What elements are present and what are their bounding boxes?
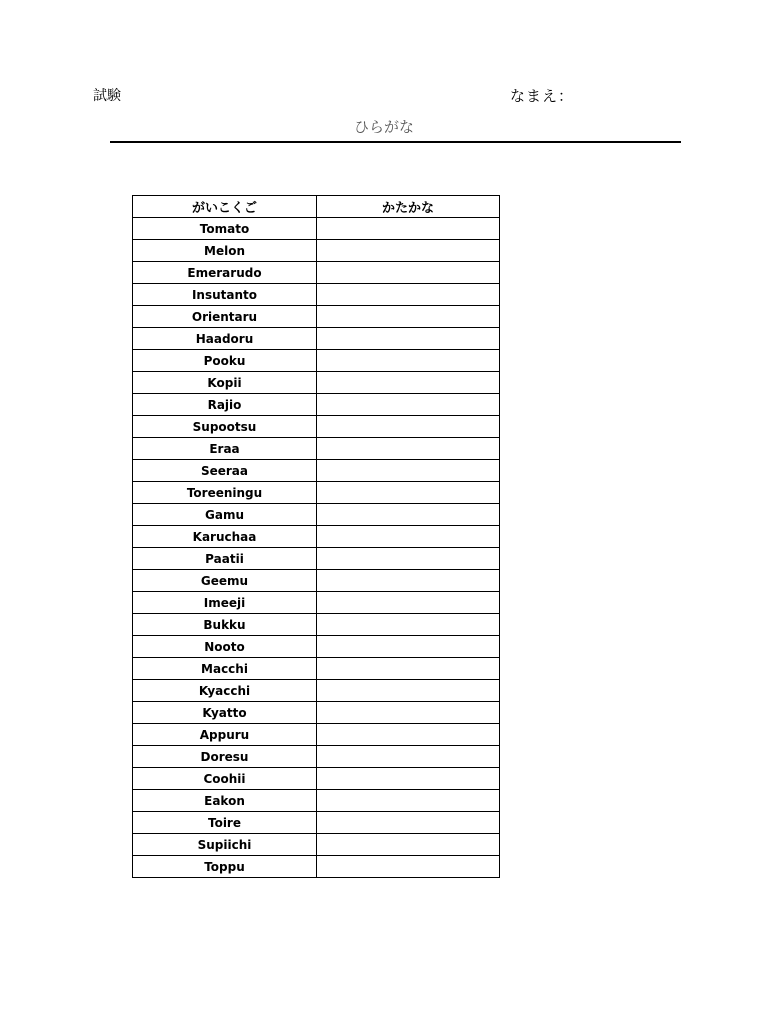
- column-header-foreign-word: がいこくご: [133, 196, 317, 218]
- katakana-answer-cell[interactable]: [317, 746, 500, 768]
- foreign-word-cell: Appuru: [133, 724, 317, 746]
- foreign-word-cell: Paatii: [133, 548, 317, 570]
- foreign-word-cell: Toire: [133, 812, 317, 834]
- foreign-word-cell: Supiichi: [133, 834, 317, 856]
- column-header-katakana: かたかな: [317, 196, 500, 218]
- katakana-answer-cell[interactable]: [317, 284, 500, 306]
- table-row: [133, 746, 500, 768]
- foreign-word-cell: Rajio: [133, 394, 317, 416]
- table-row: [133, 548, 500, 570]
- katakana-answer-cell[interactable]: [317, 240, 500, 262]
- table-row: [133, 262, 500, 284]
- table-row: [133, 614, 500, 636]
- table-row: [133, 768, 500, 790]
- katakana-answer-cell[interactable]: [317, 350, 500, 372]
- table-body: [133, 218, 500, 878]
- name-label: なまえ：: [510, 87, 575, 105]
- table-row: [133, 526, 500, 548]
- katakana-answer-cell[interactable]: [317, 526, 500, 548]
- table-row: [133, 482, 500, 504]
- table-row: [133, 592, 500, 614]
- katakana-answer-cell[interactable]: [317, 504, 500, 526]
- table-row: [133, 702, 500, 724]
- katakana-answer-cell[interactable]: [317, 482, 500, 504]
- table-row: [133, 372, 500, 394]
- katakana-answer-cell[interactable]: [317, 438, 500, 460]
- foreign-word-cell: Pooku: [133, 350, 317, 372]
- table-row: [133, 680, 500, 702]
- table-row: [133, 394, 500, 416]
- foreign-word-cell: Kyacchi: [133, 680, 317, 702]
- table-row: [133, 240, 500, 262]
- foreign-word-cell: Kyatto: [133, 702, 317, 724]
- katakana-answer-cell[interactable]: [317, 768, 500, 790]
- katakana-answer-cell[interactable]: [317, 680, 500, 702]
- table-row: [133, 460, 500, 482]
- foreign-word-cell: Seeraa: [133, 460, 317, 482]
- table-row: [133, 306, 500, 328]
- table-row: [133, 570, 500, 592]
- foreign-word-cell: Insutanto: [133, 284, 317, 306]
- table-row: [133, 328, 500, 350]
- vocabulary-table: [132, 195, 500, 878]
- katakana-answer-cell[interactable]: [317, 702, 500, 724]
- exam-label: 試験: [93, 88, 121, 104]
- table-row: [133, 812, 500, 834]
- foreign-word-cell: Bukku: [133, 614, 317, 636]
- katakana-answer-cell[interactable]: [317, 262, 500, 284]
- table-row: [133, 350, 500, 372]
- table-row: [133, 658, 500, 680]
- katakana-answer-cell[interactable]: [317, 328, 500, 350]
- foreign-word-cell: Tomato: [133, 218, 317, 240]
- katakana-answer-cell[interactable]: [317, 834, 500, 856]
- foreign-word-cell: Melon: [133, 240, 317, 262]
- katakana-answer-cell[interactable]: [317, 460, 500, 482]
- table-row: [133, 284, 500, 306]
- table-row: [133, 218, 500, 240]
- foreign-word-cell: Haadoru: [133, 328, 317, 350]
- katakana-answer-cell[interactable]: [317, 592, 500, 614]
- katakana-answer-cell[interactable]: [317, 614, 500, 636]
- foreign-word-cell: Eakon: [133, 790, 317, 812]
- table-row: [133, 856, 500, 878]
- katakana-answer-cell[interactable]: [317, 636, 500, 658]
- katakana-answer-cell[interactable]: [317, 306, 500, 328]
- katakana-answer-cell[interactable]: [317, 372, 500, 394]
- katakana-answer-cell[interactable]: [317, 724, 500, 746]
- katakana-answer-cell[interactable]: [317, 548, 500, 570]
- katakana-answer-cell[interactable]: [317, 394, 500, 416]
- table-header-row: [133, 196, 500, 218]
- foreign-word-cell: Supootsu: [133, 416, 317, 438]
- foreign-word-cell: Imeeji: [133, 592, 317, 614]
- foreign-word-cell: Kopii: [133, 372, 317, 394]
- foreign-word-cell: Eraa: [133, 438, 317, 460]
- katakana-answer-cell[interactable]: [317, 218, 500, 240]
- table-row: [133, 724, 500, 746]
- table-row: [133, 438, 500, 460]
- foreign-word-cell: Geemu: [133, 570, 317, 592]
- foreign-word-cell: Gamu: [133, 504, 317, 526]
- table-row: [133, 834, 500, 856]
- foreign-word-cell: Nooto: [133, 636, 317, 658]
- table-row: [133, 416, 500, 438]
- katakana-answer-cell[interactable]: [317, 658, 500, 680]
- subject-title: ひらがな: [353, 118, 414, 136]
- foreign-word-cell: Macchi: [133, 658, 317, 680]
- table-row: [133, 504, 500, 526]
- katakana-answer-cell[interactable]: [317, 790, 500, 812]
- foreign-word-cell: Doresu: [133, 746, 317, 768]
- katakana-answer-cell[interactable]: [317, 856, 500, 878]
- foreign-word-cell: Coohii: [133, 768, 317, 790]
- foreign-word-cell: Toppu: [133, 856, 317, 878]
- katakana-answer-cell[interactable]: [317, 812, 500, 834]
- foreign-word-cell: Karuchaa: [133, 526, 317, 548]
- katakana-answer-cell[interactable]: [317, 570, 500, 592]
- table-row: [133, 790, 500, 812]
- foreign-word-cell: Toreeningu: [133, 482, 317, 504]
- katakana-answer-cell[interactable]: [317, 416, 500, 438]
- table-row: [133, 636, 500, 658]
- header-rule: [110, 141, 681, 143]
- foreign-word-cell: Emerarudo: [133, 262, 317, 284]
- foreign-word-cell: Orientaru: [133, 306, 317, 328]
